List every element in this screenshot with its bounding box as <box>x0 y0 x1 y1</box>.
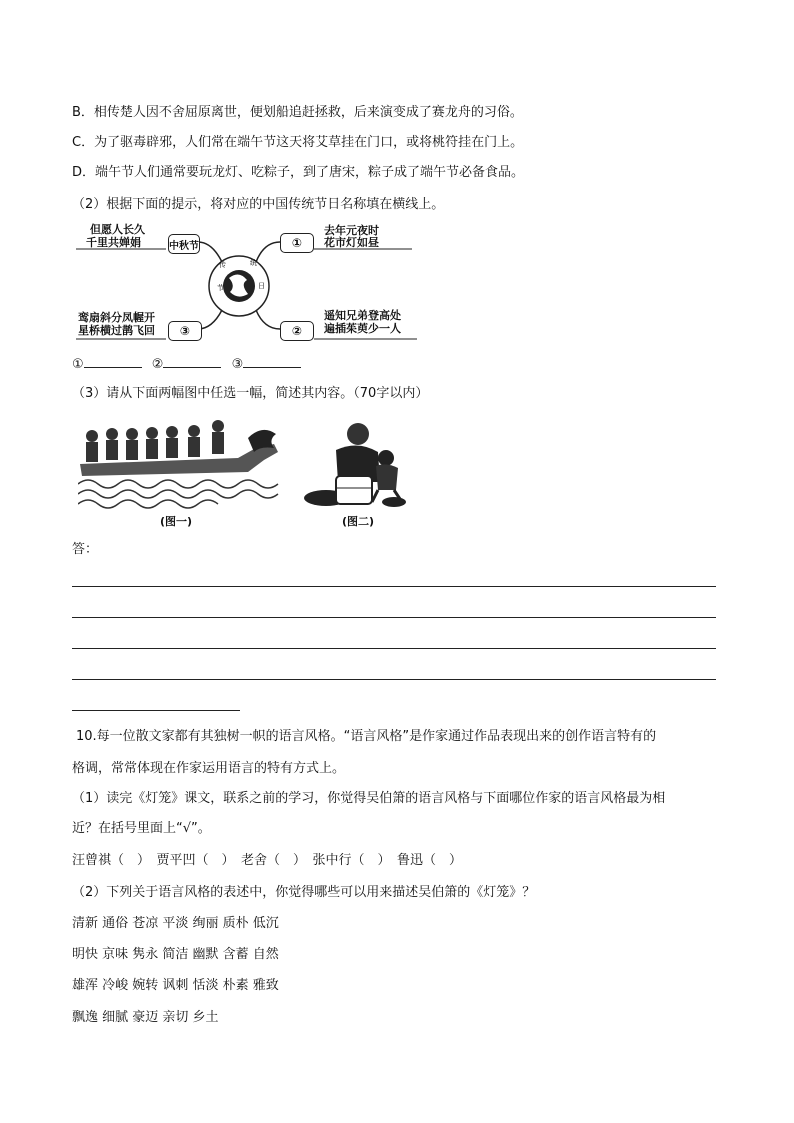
style-row-4: 飘逸 细腻 豪迈 亲切 乡土 <box>72 1010 219 1025</box>
festival-blanks <box>72 355 301 374</box>
q9-3-prompt: （3）请从下面两幅图中任选一幅，简述其内容。（70字以内） <box>72 386 429 401</box>
option-c: C．为了驱毒辟邪，人们常在端午节这天将艾草挂在门口，或将桃符挂在门上。 <box>72 135 524 150</box>
q10-sub1-line-1: （1）读完《灯笼》课文，联系之前的学习，你觉得吴伯箫的语言风格与下面哪位作家的语言风格最为相 <box>72 791 666 806</box>
dragon-boat-image <box>78 418 282 510</box>
style-row-3: 雄浑 冷峻 婉转 讽刺 恬淡 朴素 雅致 <box>72 978 279 993</box>
blank-2[interactable] <box>163 355 221 368</box>
q9-2-prompt: （2）根据下面的提示，将对应的中国传统节日名称填在横线上。 <box>72 197 445 212</box>
style-row-2: 明快 京味 隽永 简洁 幽默 含蓄 自然 <box>72 947 279 962</box>
blank-label-1: ① <box>72 357 84 372</box>
answer-line-1[interactable] <box>72 586 716 587</box>
festival-diagram <box>72 222 422 344</box>
answer-label: 答： <box>72 542 99 557</box>
center-char-4: 日 <box>258 282 265 290</box>
top-right-poem-2: 花市灯如昼 <box>324 236 379 249</box>
q10-sub2-prompt: （2）下列关于语言风格的表述中，你觉得哪些可以用来描述吴伯箫的《灯笼》？ <box>72 885 536 900</box>
top-left-box: 中秋节 <box>168 234 200 254</box>
bottom-left-poem-2: 星桥横过鹊飞回 <box>78 324 155 337</box>
bottom-left-box: ③ <box>168 321 202 341</box>
bottom-left-poem-1: 鸾扇斜分凤幄开 <box>78 311 155 324</box>
top-right-box: ① <box>280 233 314 253</box>
center-char-2: 统 <box>250 259 257 267</box>
answer-line-2[interactable] <box>72 617 716 618</box>
blank-label-2: ② <box>151 357 164 372</box>
bottom-right-poem-2: 遍插茱萸少一人 <box>324 322 401 335</box>
answer-line-4[interactable] <box>72 679 716 680</box>
top-left-poem-1: 但愿人长久 <box>90 223 145 236</box>
q10-intro-line-1: 10.每一位散文家都有其独树一帜的语言风格。“语言风格”是作家通过作品表现出来的创作语言特有的 <box>76 729 657 744</box>
bottom-right-box: ② <box>280 321 314 341</box>
center-char-1: 传 <box>219 261 226 269</box>
caption-picture-2: (图二) <box>342 515 375 528</box>
top-left-poem-2: 千里共婵娟 <box>86 236 141 249</box>
blank-label-3: ③ <box>231 357 244 372</box>
answer-line-5[interactable] <box>72 710 240 711</box>
q10-intro-line-2: 格调，常常体现在作家运用语言的特有方式上。 <box>72 761 346 776</box>
q10-sub1-line-2: 近？在括号里面上“√”。 <box>72 821 211 836</box>
style-row-1: 清新 通俗 苍凉 平淡 绚丽 质朴 低沉 <box>72 916 279 931</box>
center-char-3: 节 <box>217 284 224 292</box>
q10-authors-line: 汪曾祺（ ） 贾平凹（ ） 老舍（ ） 张中行（ ） 鲁迅（ ） <box>72 853 463 868</box>
option-d: D．端午节人们通常要玩龙灯、吃粽子，到了唐宋，粽子成了端午节必备食品。 <box>72 165 525 180</box>
answer-line-3[interactable] <box>72 648 716 649</box>
option-b: B．相传楚人因不舍屈原离世，便划船追赶拯救，后来演变成了赛龙舟的习俗。 <box>72 105 523 120</box>
blank-3[interactable] <box>243 355 301 368</box>
blank-1[interactable] <box>84 355 142 368</box>
top-right-poem-1: 去年元夜时 <box>324 224 379 237</box>
bottom-right-poem-1: 遥知兄弟登高处 <box>324 309 401 322</box>
zongzi-making-image <box>300 420 410 512</box>
caption-picture-1: (图一) <box>160 515 193 528</box>
